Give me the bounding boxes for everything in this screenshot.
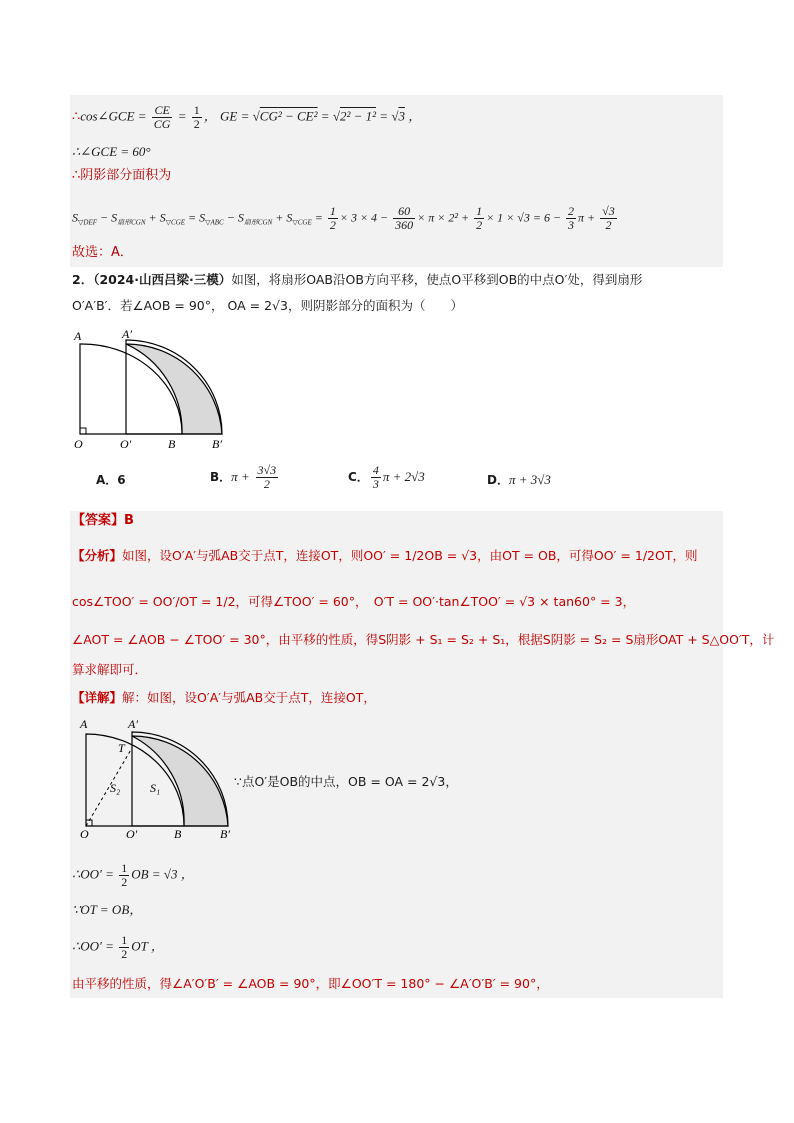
label-T: T [118, 741, 125, 755]
detail-text-1: 解：如图，设O′A′与弧AB交于点T，连接OT， [122, 690, 376, 705]
shaded-region [126, 344, 222, 434]
label-A: A [74, 329, 82, 343]
solution-line-4: $S_{▽DEF} - S_{扇形CGN} + S_{▽CGE} = S_{▽ABC} - S_{扇形CGN} + S_{▽CGE}$ = $\frac{1}{2}$ × 3 × 4 − $\frac{60}{360}$ × π × 2² + $\frac{1}{2}$ × 1 × √3 = 6 − $\frac{2}{3}$ π + $\frac{√3}{2}$ [72, 204, 615, 232]
analysis-line-2: cos∠TOO′ = OO′/OT = 1/2，可得∠TOO′ = 60°， O′T = OO′·tan∠TOO′ = √3 × tan60° = 3， [72, 594, 636, 609]
label-A: A [80, 717, 88, 731]
sector-translation-figure [70, 324, 240, 454]
question-line-1 [72, 270, 642, 290]
label-O: O [74, 437, 83, 451]
analysis-text-1: 如图，设O′A′与弧AB交于点T，连接OT，则OO′ = 1/2OB = √3，由OT = OB，可得OO′ = 1/2OT，则 [122, 548, 698, 563]
solution-answer: 故选：A． [72, 245, 133, 260]
label-S1: S₁ [150, 781, 161, 795]
detail-line-1 [72, 688, 376, 708]
label-A-prime: A′ [128, 717, 138, 731]
analysis-label: 【分析】 [72, 548, 123, 563]
option-d[interactable]: D．π + 3√3 [487, 472, 551, 487]
option-a[interactable]: A．6 [96, 473, 126, 487]
detail-side-text: ∵点O′是OB的中点，OB = OA = 2√3， [234, 774, 458, 789]
label-O: O [80, 827, 89, 841]
label-O-prime: O′ [120, 437, 132, 451]
answer-line [72, 511, 134, 531]
solution-line-3: ∴阴影部分面积为 [72, 168, 172, 183]
solution-line-2: ∴∠GCE = 60° [72, 144, 151, 159]
label-B: B [174, 827, 182, 841]
detail-figure [72, 714, 242, 844]
solution-line-1: ∴cos∠GCE = $\frac{CE}{CG}$ = $\frac{1}{2}$ ， GE = √CG² − CE² = √2² − 1² = √3 ， [72, 103, 422, 131]
label-O-prime: O′ [126, 827, 138, 841]
detail-label: 【详解】 [72, 690, 123, 705]
shaded-region [132, 736, 228, 826]
segment-OT [86, 748, 132, 826]
analysis-line-1 [72, 546, 697, 566]
answer-value: B [124, 513, 134, 528]
analysis-line-4: 算求解即可． [72, 662, 148, 677]
right-angle-mark [80, 428, 86, 434]
detail-line-a: ∴OO′ = $\frac{1}{2}$ OB = √3 ， [72, 861, 194, 889]
detail-line-d: 由平移的性质，得∠A′O′B′ = ∠AOB = 90°，即∠OO′T = 180° − ∠A′O′B′ = 90°， [72, 976, 549, 991]
label-B-prime: B′ [220, 827, 230, 841]
question-text-1: 如图，将扇形OAB沿OB方向平移，使点O平移到OB的中点O′处，得到扇形 [231, 272, 643, 287]
question-line-2: O′A′B′．若∠AOB = 90°， OA = 2√3，则阴影部分的面积为（ ） [72, 298, 463, 313]
label-S2: S₂ [110, 781, 121, 795]
label-B-prime: B′ [212, 437, 222, 451]
detail-line-b: ∵OT = OB， [72, 902, 143, 917]
label-A-prime: A′ [122, 327, 132, 341]
option-b[interactable]: B．π + $\frac{3√3}{2}$ [210, 463, 277, 491]
answer-label: 【答案】 [72, 513, 125, 528]
analysis-line-3: ∠AOT = ∠AOB − ∠TOO′ = 30°，由平移的性质，得S阴影 + S₁ = S₂ + S₁，根据S阴影 = S₂ = S扇形OAT + S△OO′T，计 [72, 632, 775, 647]
option-c[interactable]: C． $\frac{4}{3}$ π + 2√3 [348, 463, 425, 491]
question-source: 2．（2024·山西吕梁·三模） [72, 272, 232, 287]
label-B: B [168, 437, 176, 451]
detail-line-c: ∴OO′ = $\frac{1}{2}$ OT ， [72, 933, 164, 961]
